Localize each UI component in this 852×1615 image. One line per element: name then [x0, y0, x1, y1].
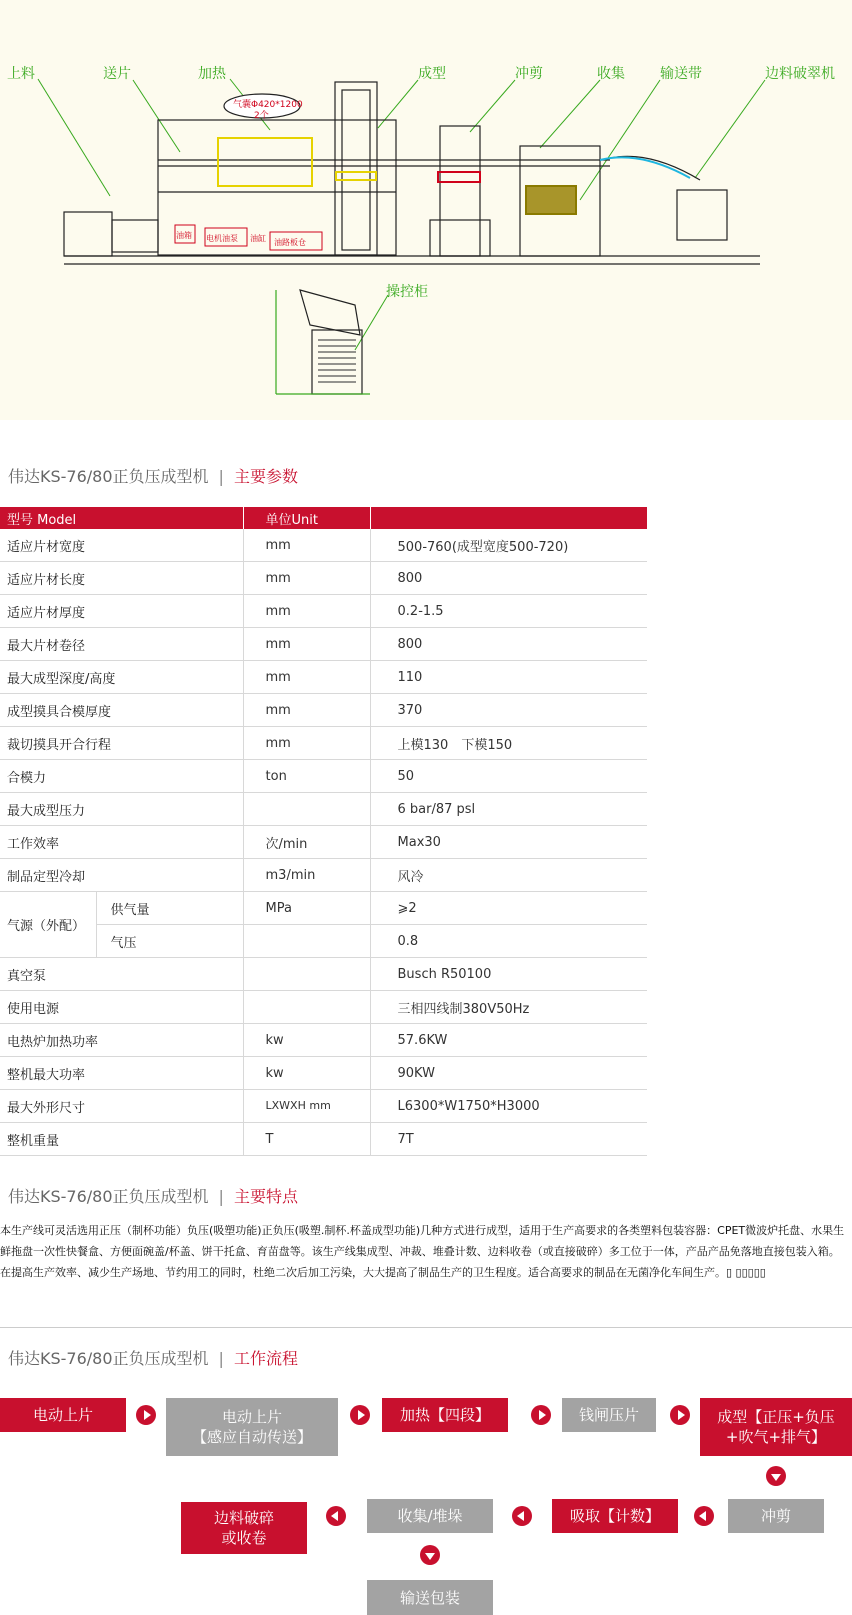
- row-name: 使用电源: [0, 991, 243, 1024]
- row-value: 0.8: [370, 925, 647, 958]
- arrow-right-icon: [670, 1405, 690, 1425]
- row-value: L6300*W1750*H3000: [370, 1090, 647, 1123]
- row-unit: mm: [243, 562, 370, 595]
- arrow-down-icon: [766, 1466, 786, 1486]
- table-row: [0, 661, 647, 694]
- row-name: 适应片材厚度: [0, 595, 243, 628]
- table-row: [0, 1123, 647, 1156]
- label-heating: 加热: [198, 66, 226, 82]
- row-name: 工作效率: [0, 826, 243, 859]
- params-title-main: 主要参数: [233, 467, 298, 486]
- row-unit: mm: [243, 595, 370, 628]
- features-title-main: 主要特点: [233, 1187, 298, 1206]
- params-title-sep: |: [218, 467, 224, 486]
- step-forming: 成型【正压+负压+吹气+排气】: [700, 1398, 852, 1456]
- arrow-left-icon: [694, 1506, 714, 1526]
- row-unit: mm: [243, 694, 370, 727]
- label-control-cabinet: 操控柜: [386, 284, 428, 300]
- table-row: [0, 628, 647, 661]
- row-unit: ton: [243, 760, 370, 793]
- row-name: 制品定型冷却: [0, 859, 243, 892]
- step-electric-load: 电动上片: [0, 1398, 126, 1432]
- row-name: 整机最大功率: [0, 1057, 243, 1090]
- table-row: [0, 991, 647, 1024]
- row-value: Busch R50100: [370, 958, 647, 991]
- features-title-prefix: 伟达KS-76/80正负压成型机: [8, 1187, 209, 1206]
- label-forming: 成型: [418, 66, 446, 82]
- oil-tank-label: 油箱: [176, 231, 192, 240]
- row-unit: mm: [243, 727, 370, 760]
- row-name: 供气量: [96, 892, 243, 925]
- row-value: 三相四线制380V50Hz: [370, 991, 647, 1024]
- row-unit: kw: [243, 1057, 370, 1090]
- step-convey-pack: 输送包装: [367, 1580, 493, 1615]
- table-row: [0, 958, 647, 991]
- row-value: 500-760(成型宽度500-720): [370, 529, 647, 562]
- step-collect-stack: 收集/堆垛: [367, 1499, 493, 1533]
- row-value: 370: [370, 694, 647, 727]
- arrow-right-icon: [136, 1405, 156, 1425]
- step-heating: 加热【四段】: [382, 1398, 508, 1432]
- params-title-prefix: 伟达KS-76/80正负压成型机: [8, 467, 209, 486]
- row-value: 上模130 下模150: [370, 727, 647, 760]
- row-unit: mm: [243, 661, 370, 694]
- label-collect: 收集: [597, 66, 625, 82]
- row-name: 合模力: [0, 760, 243, 793]
- row-unit: mm: [243, 628, 370, 661]
- step-press-sheet: 钱闸压片: [562, 1398, 656, 1432]
- row-name: 最大外形尺寸: [0, 1090, 243, 1123]
- table-row: [0, 562, 647, 595]
- air-source-label: 气源（外配）: [0, 892, 96, 958]
- arrow-down-icon: [420, 1545, 440, 1565]
- row-unit: [243, 793, 370, 826]
- features-title-sep: |: [218, 1187, 224, 1206]
- row-unit: [243, 958, 370, 991]
- row-name: 电热炉加热功率: [0, 1024, 243, 1057]
- table-row: [0, 793, 647, 826]
- table-row: [0, 727, 647, 760]
- table-row: [0, 760, 647, 793]
- table-row: [0, 1057, 647, 1090]
- step-pickup-count: 吸取【计数】: [552, 1499, 678, 1533]
- table-row: [0, 595, 647, 628]
- row-unit: kw: [243, 1024, 370, 1057]
- header-model: 型号 Model: [0, 507, 243, 529]
- row-name: 裁切摸具开合行程: [0, 727, 243, 760]
- row-value: 57.6KW: [370, 1024, 647, 1057]
- row-unit: [243, 925, 370, 958]
- process-title-main: 工作流程: [233, 1349, 298, 1368]
- arrow-right-icon: [350, 1405, 370, 1425]
- row-name: 真空泵: [0, 958, 243, 991]
- row-unit: m3/min: [243, 859, 370, 892]
- table-row: [0, 859, 647, 892]
- process-title-sep: |: [218, 1349, 224, 1368]
- row-value: ⩾2: [370, 892, 647, 925]
- label-feed: 送片: [103, 66, 131, 82]
- table-row: [0, 826, 647, 859]
- row-name: 成型摸具合模厚度: [0, 694, 243, 727]
- row-value: 7T: [370, 1123, 647, 1156]
- params-section-title: [8, 464, 298, 487]
- row-value: 110: [370, 661, 647, 694]
- table-row: [0, 925, 647, 958]
- airbag-count-text: 2个: [254, 111, 269, 121]
- row-name: 适应片材宽度: [0, 529, 243, 562]
- label-punch: 冲剪: [515, 66, 543, 82]
- airbag-tag-text: 气囊Φ420*1200: [233, 100, 303, 110]
- section-divider: [0, 1327, 852, 1328]
- process-section-title: [8, 1346, 298, 1369]
- row-unit: mm: [243, 529, 370, 562]
- step-punch: 冲剪: [728, 1499, 824, 1533]
- row-value: 0.2-1.5: [370, 595, 647, 628]
- machine-layout-drawing: [0, 0, 852, 420]
- row-value: 50: [370, 760, 647, 793]
- header-value: [370, 507, 647, 529]
- row-value: 90KW: [370, 1057, 647, 1090]
- label-conveyor: 输送带: [660, 66, 702, 82]
- features-section-title: [8, 1184, 298, 1207]
- row-unit: LXWXH mm: [243, 1090, 370, 1123]
- row-unit: MPa: [243, 892, 370, 925]
- chain-cabin-label: 油路板仓: [274, 238, 306, 247]
- arrow-left-icon: [326, 1506, 346, 1526]
- row-name: 最大成型深度/高度: [0, 661, 243, 694]
- row-value: Max30: [370, 826, 647, 859]
- table-row: [0, 1024, 647, 1057]
- label-crusher: 边料破翠机: [765, 66, 835, 82]
- row-value: 6 bar/87 psl: [370, 793, 647, 826]
- row-name: 最大片材卷径: [0, 628, 243, 661]
- motor-pump-label: 电机油泵: [206, 234, 238, 243]
- row-unit: T: [243, 1123, 370, 1156]
- header-unit: 单位Unit: [243, 507, 370, 529]
- row-name: 适应片材长度: [0, 562, 243, 595]
- row-name: 最大成型压力: [0, 793, 243, 826]
- row-name: 整机重量: [0, 1123, 243, 1156]
- row-value: 800: [370, 628, 647, 661]
- step-scrap-crush: 边料破碎 或收卷: [181, 1502, 307, 1554]
- row-unit: 次/min: [243, 826, 370, 859]
- row-unit: [243, 991, 370, 1024]
- row-value: 800: [370, 562, 647, 595]
- step-electric-load-sensor: 电动上片 【感应自动传送】: [166, 1398, 338, 1456]
- table-row: [0, 694, 647, 727]
- row-value: 风冷: [370, 859, 647, 892]
- arrow-right-icon: [531, 1405, 551, 1425]
- spec-table: [0, 507, 647, 1156]
- process-title-prefix: 伟达KS-76/80正负压成型机: [8, 1349, 209, 1368]
- row-name: 气压: [96, 925, 243, 958]
- label-upload: 上料: [7, 66, 35, 82]
- spec-table-header: [0, 507, 647, 529]
- table-row: [0, 1090, 647, 1123]
- features-paragraph: 本生产线可灵活选用正压（制杯功能）负压(吸塑功能)正负压(吸塑.制杯.杯盖成型功能)几种方式进行成型，适用于生产高要求的各类塑料包装容器：CPET微波炉托盘、水果生鲜拖盘一次性快餐盒、方便面碗盖/杯盖、饼干托盒、育苗盘等。该生产线集成型、冲裁、堆叠计数、边料收卷（或直接破碎）多工位于一体，产品产品免落地直接包装入箱。在提高生产效率、减少生产场地、节约用工的同时，杜绝二次后加工污染，大大提高了制品生产的卫生程度。适合高要求的制品在无菌净化车间生产。▯ ▯▯▯▯▯: [0, 1224, 845, 1279]
- table-row: [0, 892, 647, 925]
- table-row: [0, 529, 647, 562]
- arrow-left-icon: [512, 1506, 532, 1526]
- oil-cylinder-label: 油缸: [250, 234, 266, 243]
